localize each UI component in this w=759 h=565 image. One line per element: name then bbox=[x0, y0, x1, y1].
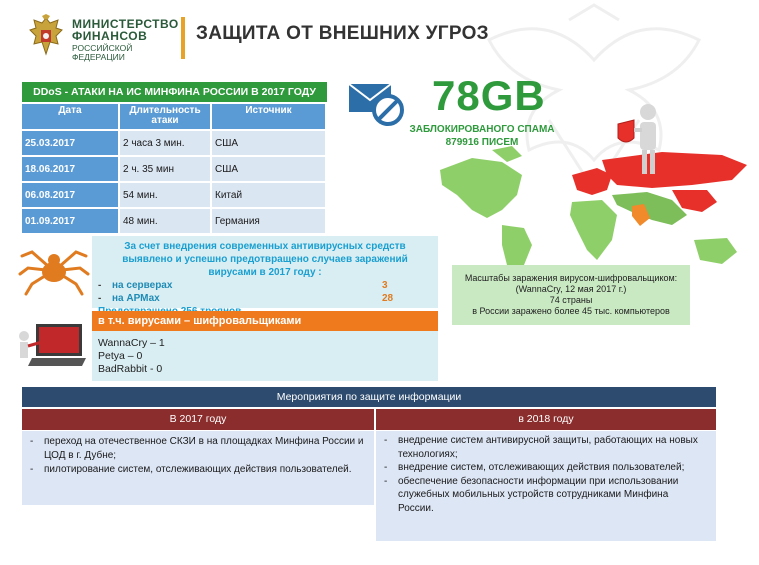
ministry-line3: РОССИЙСКОЙ ФЕДЕРАЦИИ bbox=[72, 43, 133, 62]
spam-label-line2: 879916 ПИСЕМ bbox=[445, 137, 519, 148]
list-item: - переход на отечественное СКЗИ в на площадках Минфина России и ЦОД в г. Дубне; bbox=[30, 436, 364, 461]
measures-2018-header: в 2018 году bbox=[376, 409, 716, 430]
ddos-duration: 48 мин. bbox=[120, 209, 212, 233]
virus-row-workstations bbox=[98, 292, 432, 305]
ddos-duration: 2 ч. 35 мин bbox=[120, 157, 212, 181]
header-divider bbox=[181, 17, 185, 59]
measure-text: обеспечение безопасности информации при использовании служебных мобильных устройств сотрудниками Минфина России. bbox=[398, 475, 679, 514]
list-item: - внедрение систем, отслеживающих действия пользователей; bbox=[384, 462, 685, 473]
wannacry-line4: в России заражено более 45 тыс. компьютеров bbox=[472, 306, 670, 316]
wannacry-line2: (WannaCry, 12 мая 2017 г.) bbox=[515, 284, 627, 294]
measure-text: переход на отечественное СКЗИ в на площадках Минфина России и ЦОД в г. Дубне; bbox=[44, 436, 364, 461]
virus-count: 28 bbox=[382, 293, 394, 304]
list-item: Petya – 0 bbox=[98, 350, 143, 362]
wannacry-line3: 74 страны bbox=[549, 295, 593, 305]
list-item: - обеспечение безопасности информации при использовании служебных мобильных устройств сотрудниками Минфина России. bbox=[384, 475, 706, 516]
blocked-mail-icon bbox=[348, 80, 406, 126]
ministry-name bbox=[72, 18, 182, 61]
table-row bbox=[22, 183, 327, 207]
ministry-line2: ФИНАНСОВ bbox=[72, 29, 148, 43]
ddos-date: 25.03.2017 bbox=[22, 131, 120, 155]
spam-label-line1: ЗАБЛОКИРОВАНОГО СПАМА bbox=[409, 124, 555, 135]
ddos-header-row bbox=[22, 104, 327, 129]
ddos-date: 01.09.2017 bbox=[22, 209, 120, 233]
table-row bbox=[22, 157, 327, 181]
table-row bbox=[22, 131, 327, 155]
measures-2017-header: В 2017 году bbox=[22, 409, 374, 430]
measures-2018-list bbox=[376, 431, 716, 541]
measure-text: внедрение систем, отслеживающих действия пользователей; bbox=[398, 462, 685, 473]
coat-of-arms-icon bbox=[28, 14, 64, 60]
ddos-date: 18.06.2017 bbox=[22, 157, 120, 181]
virus-target: на АРМах bbox=[112, 293, 160, 304]
virus-intro: За счет внедрения современных антивирусных средств выявлено и успешно предотвращено случаев заражений вирусами в 2017 году : bbox=[122, 241, 408, 278]
page-title: ЗАЩИТА ОТ ВНЕШНИХ УГРОЗ bbox=[196, 23, 489, 44]
list-dash: - bbox=[98, 293, 102, 304]
ddos-duration: 2 часа 3 мин. bbox=[120, 131, 212, 155]
ddos-table bbox=[22, 102, 327, 235]
ddos-date: 06.08.2017 bbox=[22, 183, 120, 207]
list-dash: - bbox=[98, 280, 102, 291]
infected-laptop-icon bbox=[12, 320, 88, 372]
wannacry-note bbox=[452, 265, 690, 325]
crypto-virus-list bbox=[92, 331, 438, 381]
table-row bbox=[22, 209, 327, 233]
measures-2017-list bbox=[22, 431, 374, 505]
virus-target: на серверах bbox=[112, 280, 173, 291]
ddos-col-source: Источник bbox=[212, 104, 327, 129]
ddos-source: США bbox=[212, 157, 327, 181]
wannacry-line1: Масштабы заражения вирусом-шифровальщиком: bbox=[464, 273, 678, 283]
shield-robot-icon bbox=[612, 100, 672, 180]
virus-stats-box bbox=[92, 236, 438, 308]
ddos-source: Китай bbox=[212, 183, 327, 207]
ddos-col-date: Дата bbox=[22, 104, 120, 129]
list-item: BadRabbit - 0 bbox=[98, 363, 163, 375]
ddos-col-duration: Длительность атаки bbox=[120, 104, 212, 129]
virus-count: 3 bbox=[382, 280, 388, 291]
list-item: - внедрение систем антивирусной защиты, работающих на новых технологиях; bbox=[384, 434, 706, 461]
crypto-virus-title: в т.ч. вирусами – шифровальщиками bbox=[92, 311, 438, 331]
spam-volume: 78GB bbox=[432, 72, 546, 119]
measure-text: внедрение систем антивирусной защиты, работающих на новых технологиях; bbox=[398, 435, 698, 460]
virus-row-servers bbox=[98, 279, 432, 292]
measure-text: пилотирование систем, отслеживающих действия пользователей. bbox=[44, 464, 352, 475]
ddos-source: США bbox=[212, 131, 327, 155]
list-item: - пилотирование систем, отслеживающих действия пользователей. bbox=[30, 464, 352, 475]
ddos-title: DDoS - АТАКИ НА ИС МИНФИНА РОССИИ В 2017 ГОДУ bbox=[22, 82, 327, 102]
ddos-duration: 54 мин. bbox=[120, 183, 212, 207]
ddos-source: Германия bbox=[212, 209, 327, 233]
ministry-line1: МИНИСТЕРСТВО bbox=[72, 17, 179, 31]
list-item: WannaCry – 1 bbox=[98, 337, 165, 349]
measures-title: Мероприятия по защите информации bbox=[22, 387, 716, 407]
virus-spider-icon bbox=[18, 242, 90, 298]
